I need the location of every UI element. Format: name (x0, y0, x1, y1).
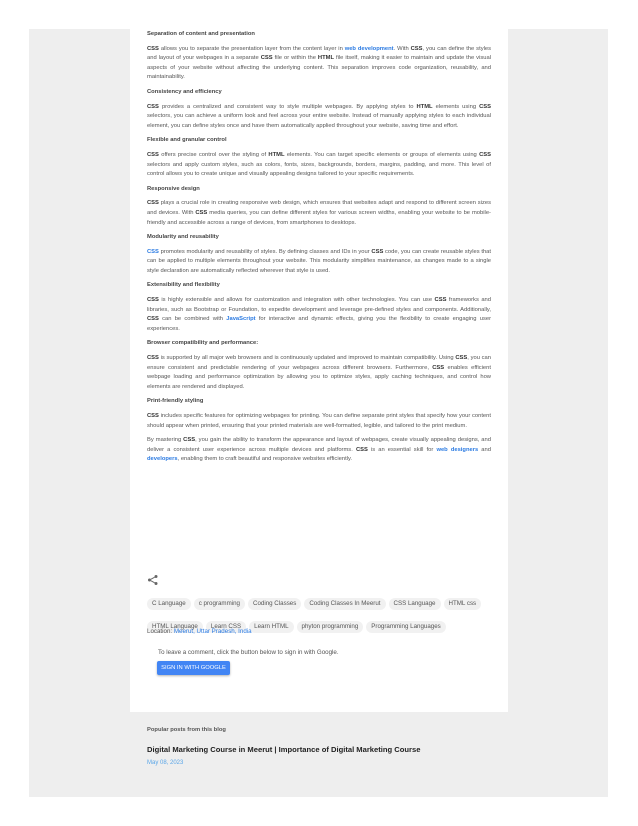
bold-term: CSS (260, 55, 273, 62)
bold-term: CSS (195, 209, 208, 216)
bold-term: CSS (479, 151, 491, 158)
bold-term: HTML (416, 103, 433, 110)
text-run: elements using (432, 103, 480, 110)
text-run: can be combined with (158, 316, 227, 323)
bold-term: CSS (479, 103, 492, 110)
text-run: provides a centralized and consistent way to style multiple webpages. By applying styles to (158, 103, 417, 110)
bold-term: CSS (355, 446, 368, 453)
text-run: and (478, 446, 491, 453)
bold-term: CSS (432, 364, 445, 371)
text-run: offers precise control over the styling of (158, 151, 269, 158)
text-run: file itself, making it easier to maintain and update the visual aspects of your website without affecting the underlying content. This separation improves code organization, reusability, and maintainability. (147, 55, 491, 81)
popular-post-title[interactable]: Digital Marketing Course in Meerut | Importance of Digital Marketing Course (147, 745, 421, 754)
text-run: is supported by all major web browsers and is continuously updated and improved to maintain compatibility. Using (158, 355, 456, 362)
label-chip[interactable]: Programming Languages (366, 621, 445, 633)
section-paragraph (147, 199, 491, 228)
bold-term: HTML (268, 151, 285, 158)
text-run: is highly extensible and allows for customization and integration with other technologies. You can use (158, 297, 435, 304)
section-paragraph (147, 103, 491, 132)
text-run: file or within the (272, 55, 318, 62)
inline-link[interactable]: CSS (147, 248, 159, 255)
label-chip[interactable]: HTML css (444, 598, 482, 610)
location-link[interactable]: Meerut, Uttar Pradesh, India (173, 628, 252, 635)
popular-posts-heading: Popular posts from this blog (147, 727, 226, 733)
section-heading: Modularity and reusability (147, 234, 219, 241)
text-run: includes specific features for optimizing webpages for printing. You can define separate print styles that specify how your content should appear when printed, ensuring that your printed materials are well-formatted, legible, and tailored to the print medium. (147, 413, 491, 429)
text-run: , you can ensure consistent and predictable rendering of your webpages across different browsers. Furthermore, (147, 355, 491, 371)
inline-link[interactable]: developers (147, 456, 178, 463)
label-chip[interactable]: Coding Classes (248, 598, 301, 610)
text-run: allows you to separate the presentation layer from the content layer in (158, 45, 345, 52)
bold-term: CSS (147, 45, 159, 52)
section-paragraph (147, 412, 491, 431)
section-paragraph (147, 45, 491, 83)
section-heading: Print-friendly styling (147, 398, 204, 405)
bold-term: CSS (147, 413, 159, 419)
section-paragraph (147, 151, 491, 180)
text-run: . With (393, 45, 411, 52)
section-heading: Flexible and granular control (147, 137, 227, 144)
section-heading: Consistency and efficiency (147, 88, 222, 95)
section-heading: Responsive design (147, 185, 200, 192)
location-prefix: Location: (147, 628, 173, 635)
label-chip[interactable]: C Language (147, 598, 191, 610)
label-chip[interactable]: c programming (194, 598, 245, 610)
text-run: elements. You can target specific elements or groups of elements using (284, 151, 480, 158)
section-paragraph (147, 296, 491, 334)
bold-term: CSS (147, 103, 159, 110)
inline-link[interactable]: web designers (436, 446, 479, 453)
bold-term: CSS (147, 151, 159, 158)
text-run: , you gain the ability to transform the appearance and layout of webpages, create visually appealing designs, and deliver a consistent user experience across multiple devices and platforms. (147, 437, 491, 453)
text-run: selectors and apply custom styles, such as colors, fonts, sizes, backgrounds, borders, margins, padding, and more. This level of control allows you to create unique and visually appealing designs tailored to your specific requirements. (147, 161, 491, 178)
comment-note: To leave a comment, click the button below to sign in with Google. (158, 649, 339, 656)
bold-term: CSS (147, 297, 159, 304)
text-run: enables efficient webpage loading and performance optimization by allowing you to optimize styles, apply caching techniques, and control how elements are rendered and displayed. (147, 364, 491, 390)
bold-term: CSS (434, 297, 447, 304)
section-paragraph (147, 354, 491, 392)
text-run: code, you can create reusable styles that can be applied to multiple elements throughout your website. This modularity simplifies maintenance, as changes made to a single style declaration are automatically reflected wherever that style is used. (147, 248, 492, 274)
bold-term: CSS (455, 355, 468, 362)
label-chip[interactable]: HTML Language (147, 621, 203, 633)
label-chip[interactable]: CSS Language (389, 598, 441, 610)
text-run: media queries, you can define different styles for various screen widths, enabling your website to be mobile-friendly and accessible across a range of devices, from smartphones to desktops. (147, 209, 491, 226)
section-heading: Separation of content and presentation (147, 31, 255, 37)
section-paragraph (147, 248, 491, 277)
bold-term: CSS (147, 200, 159, 207)
text-run: is an essential skill for (367, 446, 437, 453)
bold-term: CSS (147, 355, 159, 362)
section-heading: Extensibility and flexibility (147, 282, 220, 289)
text-run: , you can define the styles and layout of your webpages in a separate (147, 45, 491, 62)
inline-link[interactable]: JavaScript (226, 316, 256, 323)
bold-term: HTML (317, 55, 335, 62)
share-icon[interactable] (147, 573, 159, 585)
bold-term: CSS (410, 45, 423, 52)
text-run: plays a crucial role in creating responsive web design, which ensures that websites adapt and respond to different screen sizes and devices. With (147, 200, 491, 216)
text-run: promotes modularity and reusability of styles. By defining classes and IDs in your (158, 248, 372, 255)
inline-link[interactable]: web development (344, 45, 394, 52)
post-location (147, 628, 252, 635)
label-chip[interactable]: Learn CSS (206, 621, 246, 633)
text-run: frameworks and libraries, such as Bootstrap or Foundation, to expedite development and leverage pre-defined styles and components. Additionally, (147, 297, 491, 313)
section-heading: Browser compatibility and performance: (147, 340, 259, 347)
label-chip[interactable]: phyton programming (297, 621, 364, 633)
bold-term: CSS (183, 437, 196, 444)
label-chip[interactable]: Learn HTML (249, 621, 293, 633)
post-body (147, 30, 491, 470)
text-run: By mastering (147, 437, 184, 444)
section-paragraph (147, 436, 491, 465)
bold-term: CSS (147, 316, 159, 323)
sign-in-with-google-button[interactable]: SIGN IN WITH GOOGLE (157, 661, 230, 675)
label-chip[interactable]: Coding Classes In Meerut (304, 598, 385, 610)
popular-post-date: May 08, 2023 (147, 760, 184, 766)
bold-term: CSS (371, 248, 384, 255)
text-run: for interactive and dynamic effects, giving you the flexibility to create engaging user experiences. (147, 316, 492, 332)
text-run: , enabling them to craft beautiful and responsive websites efficiently. (177, 456, 353, 463)
text-run: selectors, you can achieve a uniform look and feel across your entire website. Instead of manually applying styles to each individual element, you can define styles once and have them automatically applied throughout your website, saving time and effort. (147, 113, 491, 129)
